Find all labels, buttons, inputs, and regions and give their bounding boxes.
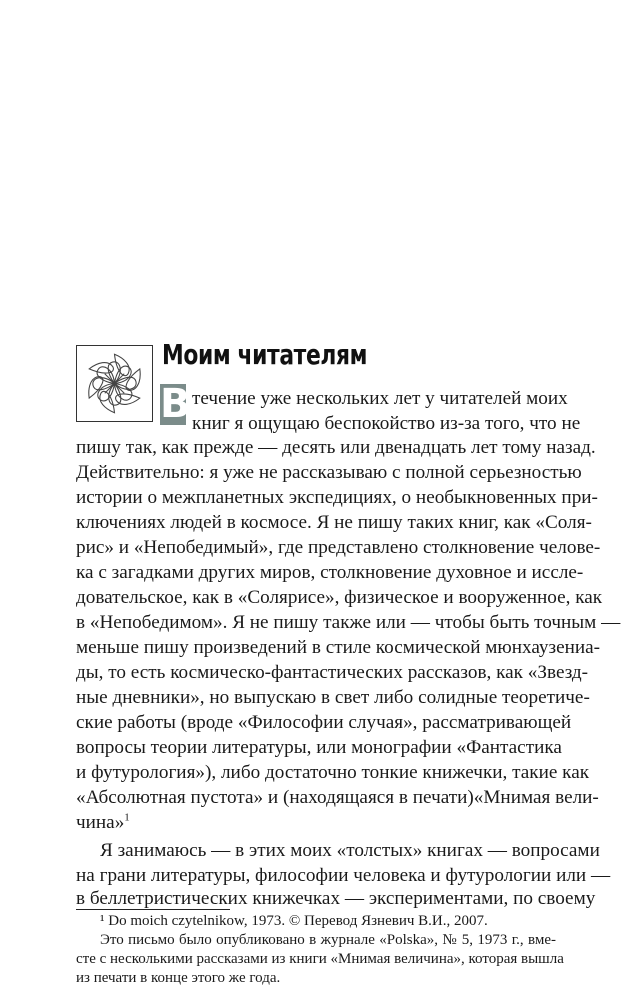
footnote-line: Это письмо было опубликовано в журнале «Polska», № 5, 1973 г., вме- (100, 932, 556, 948)
body-line: Действительно: я уже не рассказываю с полной серьезностью (76, 462, 582, 483)
body-line: вопросы теории литературы, или монографии «Фантастика (76, 737, 562, 758)
body-line: ка с загадками других миров, столкновение духовное и иссле- (76, 562, 584, 583)
body-line: довательское, как в «Солярисе», физическое и вооруженное, как (76, 587, 603, 608)
body-line: ские работы (вроде «Философии случая», рассматривающей (76, 712, 572, 733)
drop-cap: В (160, 381, 191, 427)
body-line: меньше пишу произведений в стиле космической мюнхаузениа- (76, 637, 601, 658)
body-line: рис» и «Непобедимый», где представлено столкновение челове- (76, 537, 601, 558)
page-title: Моим читателям (162, 338, 368, 371)
body-line: истории о межпланетных экспедициях, о необыкновенных при- (76, 487, 598, 508)
footnote-line: сте с несколькими рассказами из книги «Мнимая величина», которая вышла (76, 951, 564, 967)
body-line: ные дневники», но выпускаю в свет либо солидные теоретиче- (76, 687, 590, 708)
body-line: в беллетристических книжечках — экспериментами, по своему (76, 888, 596, 909)
body-line-last (76, 810, 556, 835)
body-line: течение уже нескольких лет у читателей моих (192, 388, 568, 409)
body-line: на грани литературы, философии человека и футурологии или — (76, 865, 611, 886)
footnote-line: из печати в конце этого же года. (76, 970, 281, 986)
body-line: ды, то есть космическо-фантастических рассказов, как «Звезд- (76, 662, 589, 683)
body-line: и футурология»), либо достаточно тонкие книжечки, такие как (76, 762, 590, 783)
body-line: Я занимаюсь — в этих моих «толстых» книгах — вопросами (100, 840, 600, 861)
body-line-text: чина» (76, 812, 125, 833)
body-line: ключениях людей в космосе. Я не пишу таких книг, как «Соля- (76, 512, 592, 533)
body-line: книг я ощущаю беспокойство из-за того, что не (192, 413, 581, 434)
body-line: в «Непобедимом». Я не пишу также или — чтобы быть точным — (76, 612, 621, 633)
body-line: пишу так, как прежде — десять или двенадцать лет тому назад. (76, 437, 596, 458)
rosette-ornament-icon (76, 345, 153, 422)
footnote-line: ¹ Do moich czytelnikow, 1973. © Перевод Язневич В.И., 2007. (100, 913, 488, 929)
body-line: «Абсолютная пустота» и (находящаяся в печати)«Мнимая вели- (76, 787, 599, 808)
footnote-ref: 1 (124, 811, 130, 824)
